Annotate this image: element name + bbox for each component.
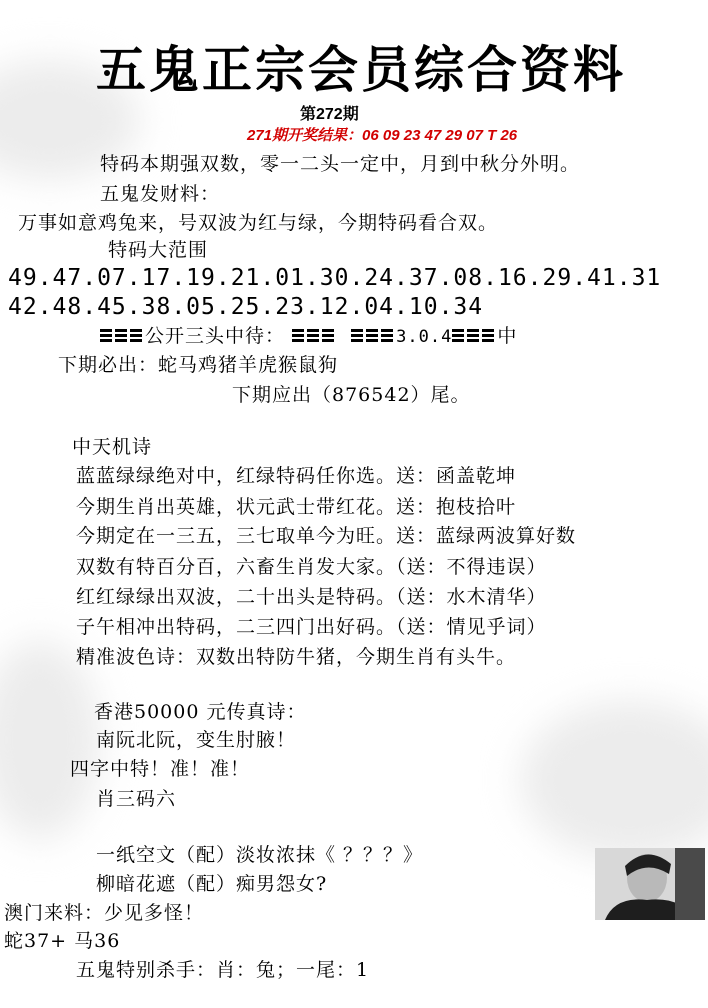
heads-value: 3.0.4 bbox=[396, 327, 453, 347]
poem-heading: 中天机诗 bbox=[72, 436, 153, 458]
poem-line: 子午相冲出特码，二三四门出好码。（送：情见乎词） bbox=[76, 616, 547, 638]
block-glyph bbox=[100, 329, 112, 343]
block-glyph bbox=[467, 329, 479, 343]
poem-line: 红红绿绿出双波，二十出头是特码。（送：水木清华） bbox=[76, 586, 547, 608]
hk-line: 四字中特！准！准！ bbox=[70, 758, 251, 780]
riddle-line: 一纸空文（配）淡妆浓抹《 ？？？》 bbox=[96, 844, 424, 866]
hk-line: 肖三码六 bbox=[96, 788, 177, 810]
number-range-1: 49.47.07.17.19.21.01.30.24.37.08.16.29.41.31 bbox=[8, 265, 662, 291]
riddle-line: 柳暗花遮（配）痴男怨女? bbox=[96, 873, 328, 895]
heads-label: 公开三头中待： bbox=[145, 325, 286, 347]
background-stain bbox=[0, 640, 100, 840]
text-line: 万事如意鸡兔来，号双波为红与绿，今期特码看合双。 bbox=[18, 212, 499, 234]
block-glyph bbox=[115, 329, 127, 343]
block-glyph bbox=[381, 329, 393, 343]
macau-line: 澳门来料：少见多怪！ bbox=[4, 902, 205, 924]
portrait-image bbox=[595, 848, 705, 920]
killer-line: 五鬼特别杀手：肖：兔；一尾：1 bbox=[76, 959, 370, 981]
text-line: 特码本期强双数，零一二头一定中，月到中秋分外明。 bbox=[100, 153, 581, 175]
next-should-line: 下期应出（876542）尾。 bbox=[232, 384, 471, 406]
heads-end: 中 bbox=[497, 325, 518, 347]
poem-line: 今期生肖出英雄，状元武士带红花。送：抱枝拾叶 bbox=[76, 496, 517, 518]
block-glyph bbox=[482, 329, 494, 343]
next-must-line: 下期必出：蛇马鸡猪羊虎猴鼠狗 bbox=[58, 354, 339, 376]
block-glyph bbox=[322, 329, 334, 343]
poem-line: 双数有特百分百，六畜生肖发大家。（送：不得违误） bbox=[76, 556, 547, 578]
issue-number: 第272期 bbox=[300, 106, 359, 123]
hk-heading: 香港50000 元传真诗： bbox=[94, 701, 307, 723]
block-glyph bbox=[307, 329, 319, 343]
number-range-2: 42.48.45.38.05.25.23.12.04.10.34 bbox=[8, 294, 484, 320]
block-glyph bbox=[292, 329, 304, 343]
page-title: 五鬼正宗会员综合资料 bbox=[96, 40, 626, 99]
poem-line: 蓝蓝绿绿绝对中，红绿特码任你选。送：函盖乾坤 bbox=[76, 465, 517, 487]
heads-line bbox=[100, 324, 517, 349]
poem-line: 今期定在一三五，三七取单今为旺。送：蓝绿两波算好数 bbox=[76, 525, 577, 547]
block-glyph bbox=[130, 329, 142, 343]
hk-line: 南阮北阮，变生肘腋！ bbox=[96, 729, 297, 751]
macau-numbers: 蛇37+ 马36 bbox=[4, 930, 121, 952]
block-glyph bbox=[366, 329, 378, 343]
block-glyph bbox=[351, 329, 363, 343]
section-heading: 特码大范围 bbox=[108, 239, 209, 261]
section-heading: 五鬼发财料： bbox=[100, 183, 221, 205]
poem-line: 精准波色诗：双数出特防牛猪，今期生肖有头牛。 bbox=[76, 646, 517, 668]
background-stain bbox=[520, 700, 708, 860]
portrait-photo bbox=[595, 848, 705, 920]
block-glyph bbox=[452, 329, 464, 343]
last-draw-result: 271期开奖结果：06 09 23 47 29 07 T 26 bbox=[247, 127, 518, 144]
